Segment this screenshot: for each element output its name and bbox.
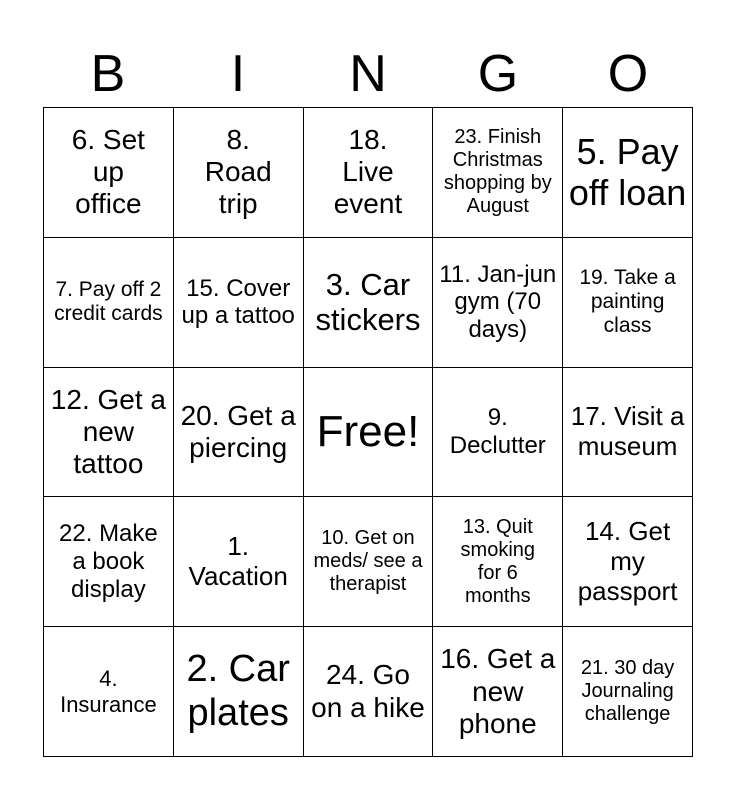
cell-text: 7. Pay off 2 credit cards	[54, 278, 163, 326]
bingo-cell[interactable]	[563, 627, 693, 757]
bingo-cell[interactable]	[433, 108, 563, 238]
cell-text: 9. Declutter	[449, 404, 546, 459]
bingo-cell[interactable]	[174, 368, 304, 498]
bingo-cell[interactable]	[433, 497, 563, 627]
bingo-cell[interactable]	[44, 627, 174, 757]
cell-text: 23. Finish Christmas shopping by August	[443, 126, 552, 218]
cell-text: 2. Car plates	[186, 647, 290, 734]
cell-text: 5. Pay off loan	[568, 131, 687, 214]
cell-text: 22. Make a book display	[59, 520, 158, 603]
cell-text: 14. Get my passport	[577, 515, 678, 606]
cell-text: 15. Cover up a tattoo	[181, 274, 295, 330]
cell-text: 16. Get a new phone	[440, 643, 556, 739]
bingo-cell[interactable]	[174, 627, 304, 757]
bingo-cell[interactable]	[563, 497, 693, 627]
cell-text: 13. Quit smoking for 6 months	[460, 515, 536, 607]
bingo-cell[interactable]	[433, 368, 563, 498]
bingo-cell[interactable]	[44, 368, 174, 498]
cell-text: 24. Go on a hike	[311, 659, 425, 723]
bingo-cell[interactable]	[304, 108, 434, 238]
header-letter-b: B	[90, 45, 126, 103]
bingo-cell[interactable]	[174, 238, 304, 368]
bingo-cell[interactable]	[304, 627, 434, 757]
bingo-board	[43, 107, 693, 757]
cell-text: 6. Set up office	[71, 124, 145, 220]
cell-text: Free!	[316, 406, 420, 456]
bingo-cell[interactable]	[44, 108, 174, 238]
header-letter-n: N	[349, 45, 387, 103]
header-letter-g: G	[477, 45, 519, 103]
bingo-header	[43, 40, 693, 108]
cell-text: 20. Get a piercing	[180, 399, 296, 463]
bingo-cell[interactable]	[433, 627, 563, 757]
bingo-cell[interactable]	[563, 108, 693, 238]
header-letter-i: I	[230, 45, 246, 103]
cell-text: 1. Vacation	[188, 530, 288, 591]
free-space[interactable]	[304, 368, 434, 498]
bingo-cell[interactable]	[174, 108, 304, 238]
cell-text: 10. Get on meds/ see a therapist	[313, 527, 423, 596]
cell-text: 18. Live event	[333, 124, 403, 220]
cell-text: 11. Jan-jun gym (70 days)	[439, 260, 557, 343]
bingo-cell[interactable]	[44, 497, 174, 627]
bingo-cell[interactable]	[174, 497, 304, 627]
cell-text: 3. Car stickers	[315, 266, 421, 338]
cell-text: 17. Visit a museum	[570, 401, 685, 461]
cell-text: 19. Take a painting class	[579, 265, 676, 338]
bingo-cell[interactable]	[304, 497, 434, 627]
header-letter-o: O	[607, 45, 649, 103]
cell-text: 8. Road trip	[204, 124, 272, 220]
cell-text: 21. 30 day Journaling challenge	[580, 657, 675, 726]
cell-text: 12. Get a new tattoo	[50, 383, 166, 480]
bingo-cell[interactable]	[563, 368, 693, 498]
bingo-cell[interactable]	[44, 238, 174, 368]
bingo-cell[interactable]	[433, 238, 563, 368]
bingo-cell[interactable]	[563, 238, 693, 368]
cell-text: 4. Insurance	[60, 666, 157, 717]
bingo-cell[interactable]	[304, 238, 434, 368]
